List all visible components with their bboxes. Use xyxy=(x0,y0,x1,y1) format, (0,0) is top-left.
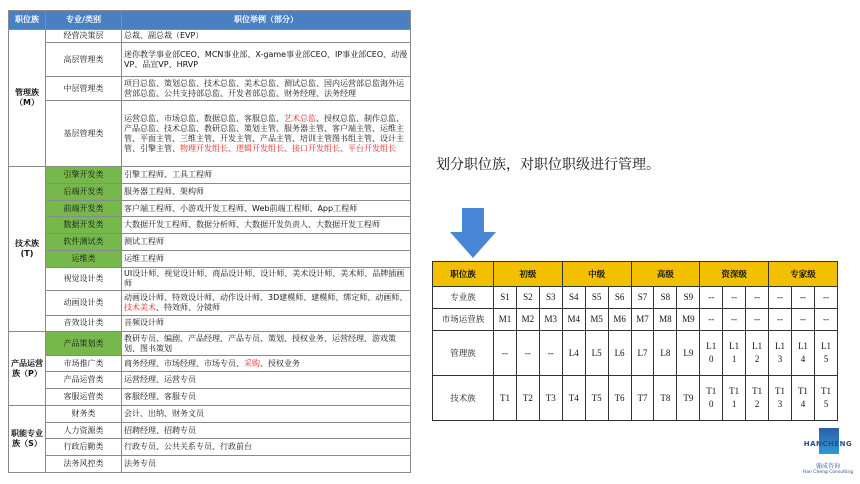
col-header-category: 专业/类别 xyxy=(46,11,122,30)
category-cell: 后端开发类 xyxy=(46,183,122,200)
grade-cell: S7 xyxy=(631,287,654,309)
grade-row xyxy=(433,287,838,309)
category-cell: 前端开发类 xyxy=(46,200,122,217)
category-cell: 运维类 xyxy=(46,250,122,267)
example-text: 项目总监、策划总监、技术总监、美术总监、测试总监、国内运营部总监海外运营部总监、公共支持部总监、开发者部总监、财务经理、法务经理 xyxy=(124,78,404,98)
grade-cell: M6 xyxy=(608,308,631,330)
grade-cell: T5 xyxy=(585,375,608,420)
company-logo xyxy=(798,426,858,482)
example-text: 大数据开发工程师、数据分析师、大数据开发负责人、大数据开发工程师 xyxy=(124,220,380,230)
grade-cell: -- xyxy=(791,308,814,330)
table-row xyxy=(9,422,411,439)
table-row xyxy=(9,43,411,76)
table-row xyxy=(9,456,411,473)
table-row xyxy=(9,250,411,267)
category-cell: 市场推广类 xyxy=(46,355,122,372)
grade-cell: -- xyxy=(814,308,837,330)
examples-cell xyxy=(122,372,411,389)
col-header-family: 职位族 xyxy=(9,11,46,30)
grade-table xyxy=(432,261,838,421)
category-cell: 产品运营类 xyxy=(46,372,122,389)
table-row xyxy=(9,234,411,251)
grade-cell: L6 xyxy=(608,330,631,375)
example-text: 运营总监、市场总监、数据总监、客服总监、 xyxy=(124,113,284,123)
category-cell: 产品策划类 xyxy=(46,332,122,355)
category-cell: 基层管理类 xyxy=(46,101,122,167)
logo-en-name: Han Cheng Consulting xyxy=(802,470,854,475)
grade-cell: -- xyxy=(746,287,769,309)
grade-cell: M5 xyxy=(585,308,608,330)
category-cell: 经营决策层 xyxy=(46,30,122,43)
examples-cell xyxy=(122,315,411,332)
table-header-row xyxy=(9,11,411,30)
example-text: 教研专员、编剧、产品经理、产品专员、策划、授权业务、运营经理、游戏策划、图书策划 xyxy=(124,333,396,353)
example-text: 测试工程师 xyxy=(124,237,164,247)
category-cell: 中层管理类 xyxy=(46,76,122,101)
grade-cell: L1 4 xyxy=(791,330,814,375)
logo-cn-name: 翰成咨询 xyxy=(815,463,840,470)
examples-cell xyxy=(122,422,411,439)
example-text: 服务器工程师、架构师 xyxy=(124,186,204,196)
grade-cell: M7 xyxy=(631,308,654,330)
example-text: 运维工程师 xyxy=(124,253,164,263)
grade-cell: S6 xyxy=(608,287,631,309)
table-row xyxy=(9,267,411,290)
example-text: 、授权总监、制作总监、产品总监、技术总监、教研总监、策划主管、服务器主管、客户端主管、运维主管、平面主管、三维主管、开发主管、产品主管、培训主管图书组主管、设计主管、引擎主管、 xyxy=(124,113,404,153)
grade-cell: -- xyxy=(516,330,539,375)
examples-cell xyxy=(122,43,411,76)
category-cell: 法务风控类 xyxy=(46,456,122,473)
grade-cell: T1 3 xyxy=(769,375,792,420)
grade-row xyxy=(433,308,838,330)
examples-cell xyxy=(122,389,411,406)
grade-cell: T3 xyxy=(539,375,562,420)
category-cell: 视觉设计类 xyxy=(46,267,122,290)
grade-cell: T4 xyxy=(562,375,585,420)
examples-cell xyxy=(122,30,411,43)
example-text: 动画设计师、特效设计师、动作设计师、3D建模师、建模师、绑定师、动画师、 xyxy=(124,292,408,302)
grade-row xyxy=(433,330,838,375)
category-cell: 引擎开发类 xyxy=(46,167,122,184)
table-row xyxy=(9,372,411,389)
example-text: 行政专员、公共关系专员、行政前台 xyxy=(124,442,252,452)
logo-wordmark: HANCHENG xyxy=(803,440,853,448)
category-cell: 音效设计类 xyxy=(46,315,122,332)
examples-cell xyxy=(122,101,411,167)
grade-cell: T9 xyxy=(677,375,700,420)
table-row xyxy=(9,217,411,234)
grade-cell: L4 xyxy=(562,330,585,375)
grade-cell: -- xyxy=(539,330,562,375)
example-text: 、特效师、分镜师 xyxy=(156,302,220,312)
grade-cell: -- xyxy=(814,287,837,309)
examples-cell xyxy=(122,332,411,355)
category-cell: 财务类 xyxy=(46,405,122,422)
table-row xyxy=(9,167,411,184)
grade-cell: L9 xyxy=(677,330,700,375)
example-text: 招聘经理、招聘专员 xyxy=(124,425,196,435)
table-row xyxy=(9,76,411,101)
table-row xyxy=(9,405,411,422)
grade-cell: M8 xyxy=(654,308,677,330)
grade-cell: M3 xyxy=(539,308,562,330)
grade-row-label: 技术族 xyxy=(433,375,494,420)
grade-cell: -- xyxy=(769,287,792,309)
category-cell: 动画设计类 xyxy=(46,291,122,316)
category-cell: 软件测试类 xyxy=(46,234,122,251)
table-row xyxy=(9,439,411,456)
example-text: 法务专员 xyxy=(124,459,156,469)
examples-cell xyxy=(122,250,411,267)
category-cell: 行政后勤类 xyxy=(46,439,122,456)
examples-cell xyxy=(122,439,411,456)
table-row xyxy=(9,183,411,200)
grade-cell: L1 5 xyxy=(814,330,837,375)
grade-row xyxy=(433,375,838,420)
family-cell-management: 管理族（M） xyxy=(9,30,46,167)
examples-cell xyxy=(122,200,411,217)
grade-cell: M4 xyxy=(562,308,585,330)
grade-cell: -- xyxy=(746,308,769,330)
grade-cell: T1 0 xyxy=(700,375,723,420)
grade-cell: L5 xyxy=(585,330,608,375)
highlighted-text: 艺术总监 xyxy=(284,113,316,123)
highlighted-text: 物理开发组长、逻辑开发组长、接口开发组长、平台开发组长 xyxy=(180,143,396,153)
example-text: 会计、出纳、财务文员 xyxy=(124,408,204,418)
grade-cell: T8 xyxy=(654,375,677,420)
grade-header-senior: 高级 xyxy=(631,262,700,287)
category-cell: 客服运营类 xyxy=(46,389,122,406)
example-text: 客户端工程师、小游戏开发工程师、Web前端工程师、App工程师 xyxy=(124,203,358,213)
job-family-table xyxy=(8,10,411,473)
grade-cell: -- xyxy=(700,287,723,309)
examples-cell xyxy=(122,405,411,422)
family-cell-functional: 职能专业族（S） xyxy=(9,405,46,472)
grade-header-mid: 中级 xyxy=(562,262,631,287)
grade-cell: L7 xyxy=(631,330,654,375)
grade-cell: T1 2 xyxy=(746,375,769,420)
examples-cell xyxy=(122,234,411,251)
table-row xyxy=(9,101,411,167)
example-text: UI设计师、视觉设计师、商品设计师、设计师、美术设计师、美术师、品牌插画师 xyxy=(124,268,405,288)
table-row xyxy=(9,30,411,43)
category-cell: 人力资源类 xyxy=(46,422,122,439)
grade-cell: T1 4 xyxy=(791,375,814,420)
examples-cell xyxy=(122,456,411,473)
grade-cell: M9 xyxy=(677,308,700,330)
grade-cell: M1 xyxy=(494,308,517,330)
highlighted-text: 技术美术 xyxy=(124,302,156,312)
examples-cell xyxy=(122,183,411,200)
example-text: 客服经理、客服专员 xyxy=(124,392,196,402)
grade-header-row xyxy=(433,262,838,287)
example-text: 商务经理、市场经理、市场专员、 xyxy=(124,358,244,368)
grade-cell: L1 0 xyxy=(700,330,723,375)
examples-cell xyxy=(122,267,411,290)
example-text: 迷你教学事业部CEO、MCN事业部、X-game事业部CEO、IP事业部CEO、动漫VP、品宣VP、HRVP xyxy=(124,49,408,69)
example-text: 总裁、副总裁（EVP） xyxy=(124,31,204,41)
examples-cell xyxy=(122,355,411,372)
grade-cell: T7 xyxy=(631,375,654,420)
grade-header-expert: 专家级 xyxy=(769,262,838,287)
col-header-examples: 职位举例（部分） xyxy=(122,11,411,30)
down-arrow-icon xyxy=(450,208,496,258)
table-row xyxy=(9,200,411,217)
grade-cell: -- xyxy=(723,287,746,309)
grade-cell: S3 xyxy=(539,287,562,309)
grade-cell: T1 1 xyxy=(723,375,746,420)
table-row xyxy=(9,355,411,372)
grade-cell: S8 xyxy=(654,287,677,309)
grade-row-label: 管理族 xyxy=(433,330,494,375)
grade-cell: S5 xyxy=(585,287,608,309)
grade-cell: -- xyxy=(494,330,517,375)
family-cell-tech: 技术族(T) xyxy=(9,167,46,332)
grade-cell: L1 1 xyxy=(723,330,746,375)
grade-cell: T1 5 xyxy=(814,375,837,420)
category-cell: 高层管理类 xyxy=(46,43,122,76)
grade-cell: S4 xyxy=(562,287,585,309)
grade-cell: L8 xyxy=(654,330,677,375)
grade-cell: T2 xyxy=(516,375,539,420)
grade-cell: L1 3 xyxy=(769,330,792,375)
example-text: 音频设计师 xyxy=(124,318,164,328)
grade-cell: S1 xyxy=(494,287,517,309)
grade-cell: T6 xyxy=(608,375,631,420)
table-row xyxy=(9,332,411,355)
grade-cell: -- xyxy=(769,308,792,330)
caption-text: 划分职位族，对职位职级进行管理。 xyxy=(436,157,660,173)
highlighted-text: 采购 xyxy=(244,358,260,368)
grade-header-junior: 初级 xyxy=(494,262,563,287)
table-row xyxy=(9,291,411,316)
table-row xyxy=(9,315,411,332)
category-cell: 数据开发类 xyxy=(46,217,122,234)
examples-cell xyxy=(122,167,411,184)
family-cell-product-ops: 产品运营族（P） xyxy=(9,332,46,406)
grade-cell: L1 2 xyxy=(746,330,769,375)
examples-cell xyxy=(122,217,411,234)
grade-cell: S2 xyxy=(516,287,539,309)
grade-cell: -- xyxy=(700,308,723,330)
grade-cell: -- xyxy=(791,287,814,309)
example-text: 引擎工程师、工具工程师 xyxy=(124,170,212,180)
table-row xyxy=(9,389,411,406)
grade-cell: -- xyxy=(723,308,746,330)
grade-row-label: 专业族 xyxy=(433,287,494,309)
example-text: 、授权业务 xyxy=(260,358,300,368)
example-text: 运营经理、运营专员 xyxy=(124,375,196,385)
grade-row-label: 市场运营族 xyxy=(433,308,494,330)
grade-cell: S9 xyxy=(677,287,700,309)
examples-cell xyxy=(122,76,411,101)
grade-header-family: 职位族 xyxy=(433,262,494,287)
grade-header-principal: 资深级 xyxy=(700,262,769,287)
grade-cell: T1 xyxy=(494,375,517,420)
grade-cell: M2 xyxy=(516,308,539,330)
examples-cell xyxy=(122,291,411,316)
